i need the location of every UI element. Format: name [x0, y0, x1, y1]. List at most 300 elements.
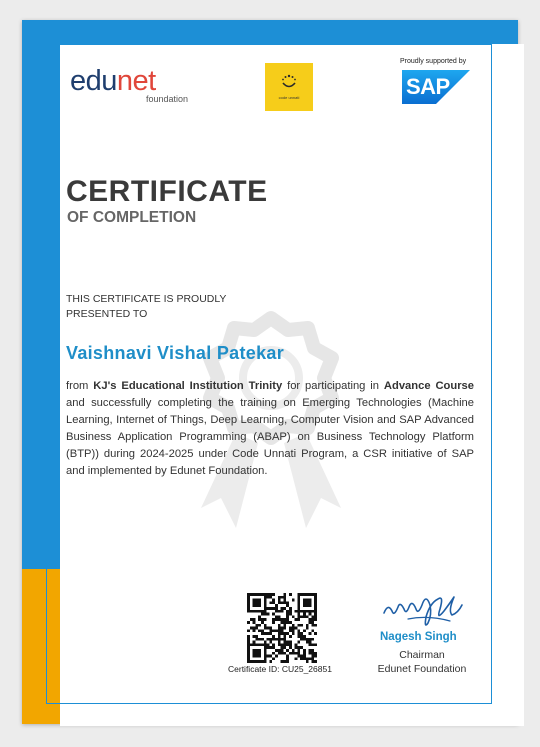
- qr-module: [281, 610, 284, 613]
- qr-module: [278, 610, 281, 613]
- qr-module: [258, 629, 261, 632]
- certificate-body: [66, 378, 474, 480]
- qr-module: [309, 618, 312, 621]
- qr-module: [306, 615, 309, 618]
- qr-module: [297, 652, 300, 655]
- qr-module: [286, 610, 289, 613]
- qr-module: [306, 610, 309, 613]
- qr-module: [295, 652, 298, 655]
- qr-module: [264, 655, 267, 658]
- body-from: from: [66, 380, 94, 392]
- qr-module: [314, 607, 317, 610]
- qr-module: [258, 643, 261, 646]
- qr-module: [292, 652, 295, 655]
- qr-module: [278, 652, 281, 655]
- qr-module: [278, 643, 281, 646]
- qr-module: [283, 652, 286, 655]
- qr-module: [303, 657, 306, 660]
- qr-module: [314, 599, 317, 602]
- qr-module: [306, 601, 309, 604]
- qr-module: [309, 601, 312, 604]
- qr-module: [297, 604, 300, 607]
- signature-icon: [378, 585, 468, 631]
- qr-module: [283, 599, 286, 602]
- qr-module: [272, 646, 275, 649]
- signatory-name: Nagesh Singh: [380, 631, 457, 643]
- qr-module: [289, 641, 292, 644]
- qr-module: [275, 604, 278, 607]
- qr-module: [311, 621, 314, 624]
- qr-module: [314, 660, 317, 663]
- certificate-id: Certificate ID: CU25_26851: [228, 664, 332, 674]
- qr-module: [300, 646, 303, 649]
- qr-module: [253, 641, 256, 644]
- qr-module: [306, 599, 309, 602]
- qr-module: [247, 652, 250, 655]
- body-course: Advance Course: [383, 380, 474, 392]
- sap-supported-label: Proudly supported by: [400, 58, 467, 65]
- qr-module: [289, 646, 292, 649]
- code-unnati-text: code unnati: [278, 95, 300, 100]
- qr-module: [292, 599, 295, 602]
- qr-module: [278, 629, 281, 632]
- qr-module: [306, 627, 309, 630]
- qr-module: [286, 643, 289, 646]
- qr-module: [297, 610, 300, 613]
- qr-module: [261, 629, 264, 632]
- qr-module: [309, 643, 312, 646]
- qr-module: [255, 635, 258, 638]
- qr-module: [250, 610, 253, 613]
- qr-module: [264, 632, 267, 635]
- qr-module: [281, 632, 284, 635]
- qr-module: [297, 596, 300, 599]
- qr-module: [297, 624, 300, 627]
- qr-module: [314, 632, 317, 635]
- signatory-role: [370, 648, 474, 676]
- qr-module: [272, 593, 275, 596]
- sap-logo-text: SAP: [406, 74, 450, 99]
- qr-module: [311, 649, 314, 652]
- qr-module: [247, 610, 250, 613]
- qr-module: [283, 601, 286, 604]
- qr-module: [281, 646, 284, 649]
- qr-module: [283, 643, 286, 646]
- qr-module: [283, 607, 286, 610]
- qr-module: [309, 632, 312, 635]
- qr-module: [267, 643, 270, 646]
- qr-module: [283, 646, 286, 649]
- qr-module: [311, 593, 314, 596]
- qr-module: [297, 618, 300, 621]
- qr-module: [314, 613, 317, 616]
- qr-module: [281, 638, 284, 641]
- qr-module: [297, 655, 300, 658]
- qr-module: [253, 655, 256, 658]
- qr-module: [261, 660, 264, 663]
- qr-module: [269, 607, 272, 610]
- qr-module: [278, 601, 281, 604]
- qr-module: [247, 629, 250, 632]
- qr-module: [314, 604, 317, 607]
- qr-module: [269, 638, 272, 641]
- qr-module: [278, 627, 281, 630]
- qr-module: [269, 593, 272, 596]
- qr-module: [314, 610, 317, 613]
- qr-module: [253, 599, 256, 602]
- qr-module: [303, 599, 306, 602]
- qr-module: [306, 641, 309, 644]
- edunet-logo: [70, 65, 189, 104]
- qr-module: [278, 649, 281, 652]
- signatory-organization: Edunet Foundation: [377, 663, 467, 675]
- qr-module: [272, 629, 275, 632]
- qr-module: [311, 629, 314, 632]
- qr-module: [300, 657, 303, 660]
- qr-module: [286, 621, 289, 624]
- qr-module: [247, 655, 250, 658]
- qr-module: [289, 652, 292, 655]
- qr-modules: [247, 593, 317, 663]
- qr-module: [275, 649, 278, 652]
- qr-module: [267, 607, 270, 610]
- qr-module: [311, 657, 314, 660]
- qr-module: [292, 624, 295, 627]
- qr-module: [264, 599, 267, 602]
- qr-module: [309, 621, 312, 624]
- qr-module: [275, 607, 278, 610]
- qr-module: [258, 649, 261, 652]
- qr-module: [247, 601, 250, 604]
- qr-module: [255, 638, 258, 641]
- qr-module: [269, 660, 272, 663]
- qr-module: [297, 607, 300, 610]
- qr-module: [261, 621, 264, 624]
- qr-module: [272, 638, 275, 641]
- presented-to-text: THIS CERTIFICATE IS PROUDLY PRESENTED TO: [66, 293, 227, 320]
- qr-module: [303, 604, 306, 607]
- qr-module: [281, 649, 284, 652]
- qr-module: [297, 649, 300, 652]
- qr-module: [247, 596, 250, 599]
- qr-module: [267, 655, 270, 658]
- qr-module: [311, 655, 314, 658]
- qr-module: [278, 635, 281, 638]
- qr-module: [281, 652, 284, 655]
- qr-module: [247, 657, 250, 660]
- qr-module: [253, 660, 256, 663]
- qr-module: [283, 593, 286, 596]
- qr-module: [300, 638, 303, 641]
- qr-module: [309, 610, 312, 613]
- qr-module: [289, 613, 292, 616]
- qr-module: [303, 615, 306, 618]
- qr-module: [281, 621, 284, 624]
- qr-module: [258, 655, 261, 658]
- qr-module: [300, 593, 303, 596]
- qr-module: [289, 629, 292, 632]
- qr-module: [286, 604, 289, 607]
- qr-module: [309, 613, 312, 616]
- qr-module: [275, 629, 278, 632]
- qr-module: [311, 638, 314, 641]
- qr-module: [314, 624, 317, 627]
- qr-module: [264, 593, 267, 596]
- qr-module: [283, 660, 286, 663]
- qr-module: [309, 604, 312, 607]
- qr-module: [278, 641, 281, 644]
- qr-module: [306, 657, 309, 660]
- code-unnati-logo: [265, 63, 313, 111]
- qr-module: [253, 635, 256, 638]
- qr-module: [258, 652, 261, 655]
- qr-module: [309, 638, 312, 641]
- qr-module: [303, 638, 306, 641]
- qr-module: [264, 627, 267, 630]
- qr-module: [255, 649, 258, 652]
- qr-module: [283, 638, 286, 641]
- qr-module: [272, 601, 275, 604]
- qr-module: [258, 618, 261, 621]
- qr-module: [278, 596, 281, 599]
- qr-module: [311, 643, 314, 646]
- qr-module: [247, 621, 250, 624]
- qr-module: [253, 593, 256, 596]
- qr-module: [292, 632, 295, 635]
- qr-module: [267, 638, 270, 641]
- qr-module: [314, 652, 317, 655]
- qr-module: [272, 618, 275, 621]
- qr-module: [295, 657, 298, 660]
- qr-module: [269, 596, 272, 599]
- qr-module: [255, 643, 258, 646]
- recipient-name: Vaishnavi Vishal Patekar: [66, 343, 284, 363]
- qr-module: [264, 613, 267, 616]
- qr-module: [306, 604, 309, 607]
- qr-module: [258, 610, 261, 613]
- qr-module: [247, 646, 250, 649]
- qr-module: [272, 657, 275, 660]
- qr-module: [289, 607, 292, 610]
- qr-module: [283, 621, 286, 624]
- qr-module: [247, 593, 250, 596]
- body-rest: and successfully completing the training on Emerging Technologies (Machine Learning, Internet of Things, Deep Learning, Computer Vision and SAP Advanced Business Application Programming (ABAP) on Business Technology Platform (BTP)) during 2024-2025 under Code Unnati Program, a CSR initiative of SAP and implemented by Edunet Foundation.: [66, 397, 474, 477]
- qr-module: [286, 632, 289, 635]
- qr-module: [255, 655, 258, 658]
- qr-module: [289, 593, 292, 596]
- qr-module: [281, 618, 284, 621]
- qr-module: [283, 596, 286, 599]
- qr-module: [286, 613, 289, 616]
- qr-module: [311, 624, 314, 627]
- qr-module: [261, 613, 264, 616]
- qr-module: [297, 599, 300, 602]
- qr-module: [269, 629, 272, 632]
- qr-module: [303, 652, 306, 655]
- qr-module: [253, 610, 256, 613]
- qr-module: [309, 599, 312, 602]
- qr-module: [261, 638, 264, 641]
- qr-code: [247, 593, 317, 663]
- qr-module: [286, 615, 289, 618]
- qr-module: [250, 643, 253, 646]
- qr-module: [309, 652, 312, 655]
- qr-module: [253, 618, 256, 621]
- qr-module: [269, 655, 272, 658]
- qr-module: [314, 618, 317, 621]
- qr-module: [258, 599, 261, 602]
- qr-module: [300, 624, 303, 627]
- qr-module: [311, 615, 314, 618]
- qr-module: [281, 601, 284, 604]
- qr-module: [278, 615, 281, 618]
- qr-module: [303, 601, 306, 604]
- qr-module: [247, 649, 250, 652]
- qr-module: [258, 593, 261, 596]
- qr-module: [303, 649, 306, 652]
- qr-module: [286, 655, 289, 658]
- qr-module: [269, 601, 272, 604]
- edunet-logo-edu: edu: [70, 65, 117, 97]
- qr-module: [303, 613, 306, 616]
- qr-module: [247, 660, 250, 663]
- qr-module: [264, 649, 267, 652]
- qr-module: [309, 593, 312, 596]
- qr-module: [272, 607, 275, 610]
- qr-module: [255, 610, 258, 613]
- qr-module: [272, 652, 275, 655]
- qr-module: [250, 660, 253, 663]
- qr-module: [314, 601, 317, 604]
- qr-module: [261, 593, 264, 596]
- qr-module: [278, 618, 281, 621]
- qr-module: [292, 649, 295, 652]
- qr-module: [311, 652, 314, 655]
- qr-module: [255, 624, 258, 627]
- qr-module: [300, 635, 303, 638]
- qr-module: [311, 618, 314, 621]
- body-for-participating: for participating in: [282, 380, 384, 392]
- qr-module: [286, 601, 289, 604]
- qr-module: [269, 641, 272, 644]
- qr-module: [261, 643, 264, 646]
- qr-module: [300, 610, 303, 613]
- qr-module: [309, 657, 312, 660]
- qr-module: [303, 610, 306, 613]
- qr-module: [303, 635, 306, 638]
- qr-module: [269, 627, 272, 630]
- qr-module: [272, 635, 275, 638]
- qr-module: [278, 638, 281, 641]
- qr-module: [269, 632, 272, 635]
- qr-module: [283, 635, 286, 638]
- qr-module: [258, 604, 261, 607]
- qr-module: [306, 624, 309, 627]
- certificate-title: CERTIFICATE: [66, 175, 268, 208]
- qr-module: [255, 627, 258, 630]
- qr-module: [258, 624, 261, 627]
- qr-module: [255, 593, 258, 596]
- qr-module: [247, 638, 250, 641]
- qr-module: [253, 629, 256, 632]
- sap-logo: [402, 70, 470, 104]
- qr-module: [300, 632, 303, 635]
- qr-module: [261, 610, 264, 613]
- qr-module: [269, 646, 272, 649]
- qr-module: [278, 624, 281, 627]
- qr-module: [314, 615, 317, 618]
- qr-module: [264, 624, 267, 627]
- qr-module: [303, 655, 306, 658]
- qr-module: [297, 629, 300, 632]
- qr-module: [295, 627, 298, 630]
- qr-module: [253, 649, 256, 652]
- qr-module: [253, 652, 256, 655]
- sap-logo-block: [400, 58, 467, 99]
- qr-module: [278, 599, 281, 602]
- qr-module: [264, 610, 267, 613]
- qr-module: [281, 629, 284, 632]
- qr-module: [283, 627, 286, 630]
- signatory-title: Chairman: [399, 649, 445, 661]
- qr-module: [253, 621, 256, 624]
- body-institution: KJ's Educational Institution Trinity: [93, 380, 283, 392]
- qr-module: [275, 615, 278, 618]
- qr-module: [281, 660, 284, 663]
- qr-module: [264, 596, 267, 599]
- qr-module: [264, 646, 267, 649]
- certificate-subtitle: OF COMPLETION: [67, 209, 197, 226]
- qr-module: [250, 593, 253, 596]
- qr-module: [303, 593, 306, 596]
- qr-module: [289, 621, 292, 624]
- qr-module: [286, 660, 289, 663]
- qr-module: [292, 615, 295, 618]
- qr-module: [297, 632, 300, 635]
- qr-module: [297, 641, 300, 644]
- qr-module: [281, 627, 284, 630]
- qr-module: [272, 599, 275, 602]
- qr-module: [247, 635, 250, 638]
- qr-module: [292, 627, 295, 630]
- qr-module: [275, 610, 278, 613]
- qr-module: [264, 618, 267, 621]
- qr-module: [267, 646, 270, 649]
- qr-module: [314, 655, 317, 658]
- qr-module: [289, 610, 292, 613]
- qr-module: [281, 643, 284, 646]
- qr-module: [253, 643, 256, 646]
- qr-module: [255, 599, 258, 602]
- qr-module: [289, 627, 292, 630]
- qr-module: [264, 641, 267, 644]
- qr-module: [264, 652, 267, 655]
- qr-module: [267, 613, 270, 616]
- qr-module: [283, 624, 286, 627]
- qr-module: [286, 657, 289, 660]
- qr-module: [306, 593, 309, 596]
- qr-module: [250, 627, 253, 630]
- qr-module: [261, 632, 264, 635]
- qr-module: [281, 596, 284, 599]
- edunet-logo-sub: foundation: [146, 94, 189, 104]
- qr-module: [275, 655, 278, 658]
- edunet-logo-net: net: [116, 65, 156, 97]
- qr-module: [283, 641, 286, 644]
- qr-module: [314, 593, 317, 596]
- qr-module: [253, 601, 256, 604]
- qr-module: [258, 660, 261, 663]
